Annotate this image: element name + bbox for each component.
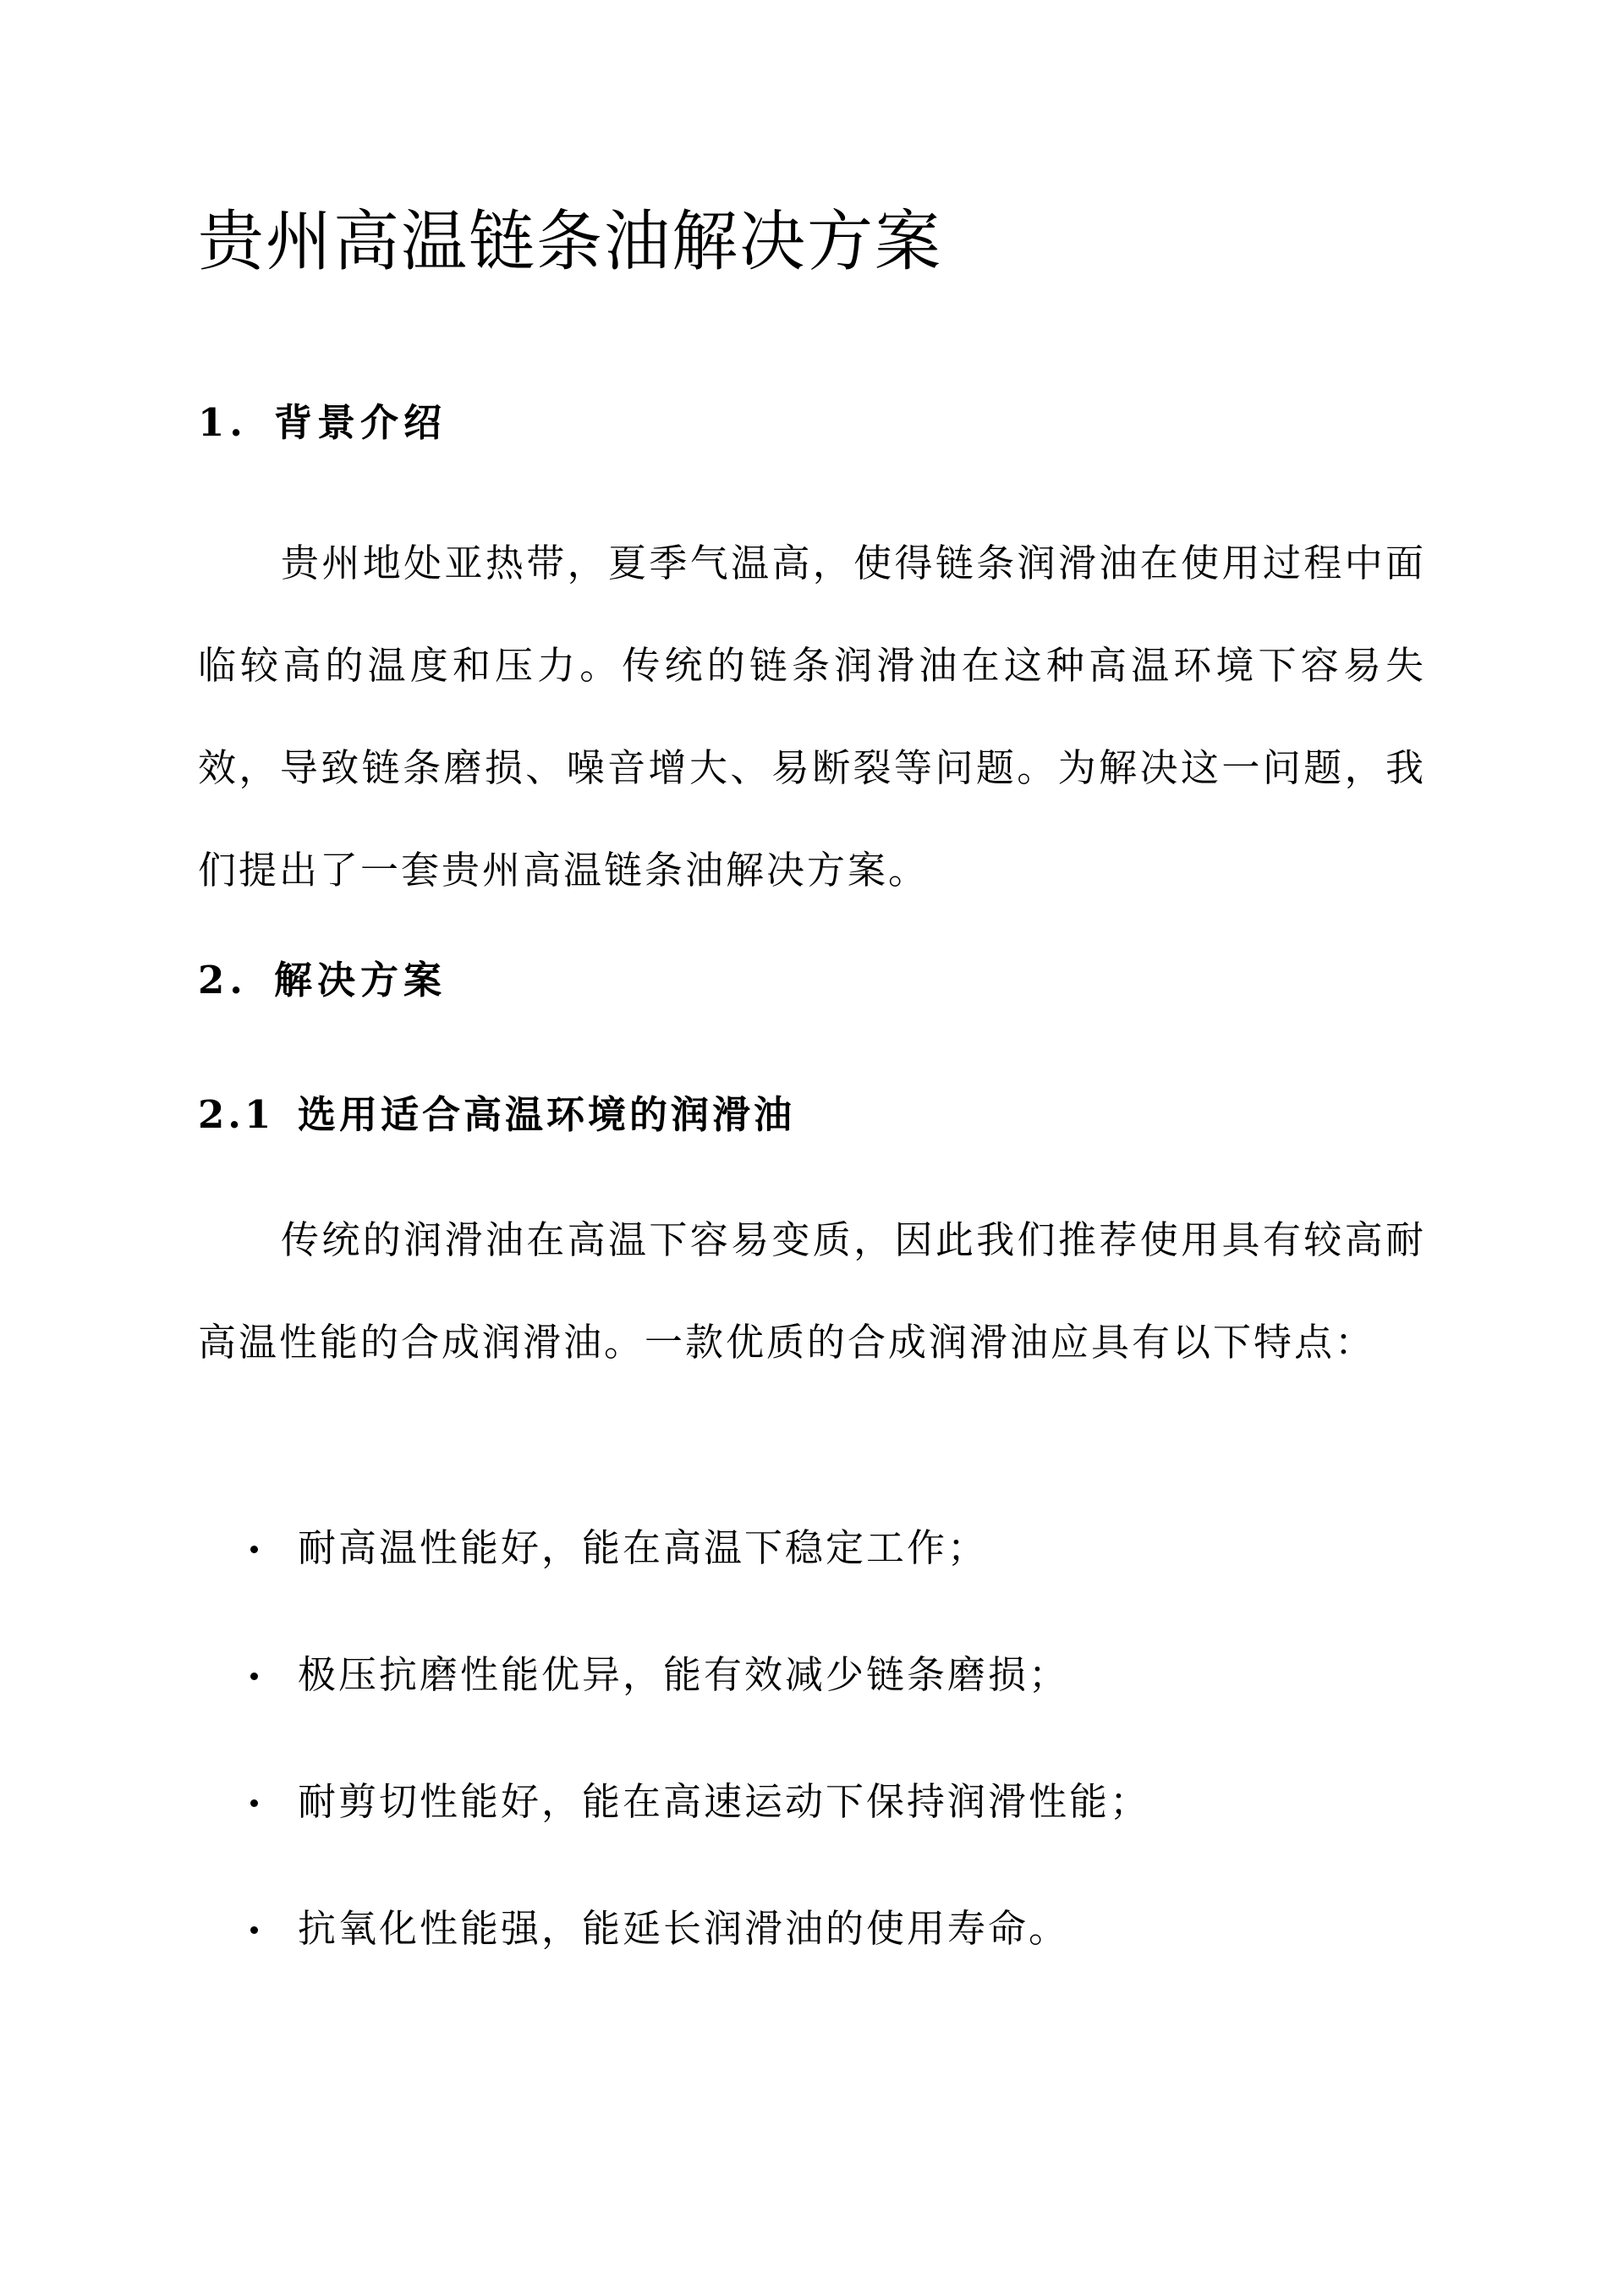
- subsection-heading-lubricant: [198, 1090, 795, 1140]
- section-heading-background: [198, 398, 447, 448]
- section-title: 解决方案: [274, 958, 447, 1002]
- list-item-text: 耐剪切性能好，能在高速运动下保持润滑性能；: [298, 1779, 1151, 1824]
- subsection-title: 选用适合高温环境的润滑油: [298, 1092, 796, 1137]
- section-heading-solution: [198, 955, 447, 1006]
- bullet-icon: [250, 1926, 258, 1934]
- list-item: [198, 1777, 1150, 1903]
- list-item-text: 抗氧化性能强，能延长润滑油的使用寿命。: [298, 1906, 1070, 1951]
- background-paragraph: 贵州地处亚热带，夏季气温高，使得链条润滑油在使用过程中面临较高的温度和压力。传统的链条润滑油在这种高温环境下容易失效，导致链条磨损、噪音增大、易断裂等问题。为解决这一问题，我们提出了一套贵州高温链条油解决方案。: [198, 541, 1426, 893]
- bullet-icon: [250, 1673, 258, 1680]
- feature-list: [198, 1523, 1150, 2030]
- bullet-icon: [250, 1546, 258, 1553]
- lubricant-paragraph: 传统的润滑油在高温下容易变质，因此我们推荐使用具有较高耐高温性能的合成润滑油。一款优质的合成润滑油应具有以下特点：: [198, 1217, 1426, 1365]
- document-title: 贵州高温链条油解决方案: [198, 204, 943, 280]
- section-number: 1.: [198, 400, 248, 445]
- list-item: [198, 1903, 1150, 2030]
- bullet-icon: [250, 1799, 258, 1807]
- list-item: [198, 1523, 1150, 1650]
- section-title: 背景介绍: [274, 400, 447, 445]
- section-number: 2.: [198, 958, 248, 1002]
- list-item-text: 极压抗磨性能优异，能有效减少链条磨损；: [298, 1652, 1070, 1697]
- list-item: [198, 1650, 1150, 1777]
- subsection-number: 2.1: [198, 1092, 275, 1137]
- list-item-text: 耐高温性能好，能在高温下稳定工作；: [298, 1525, 989, 1570]
